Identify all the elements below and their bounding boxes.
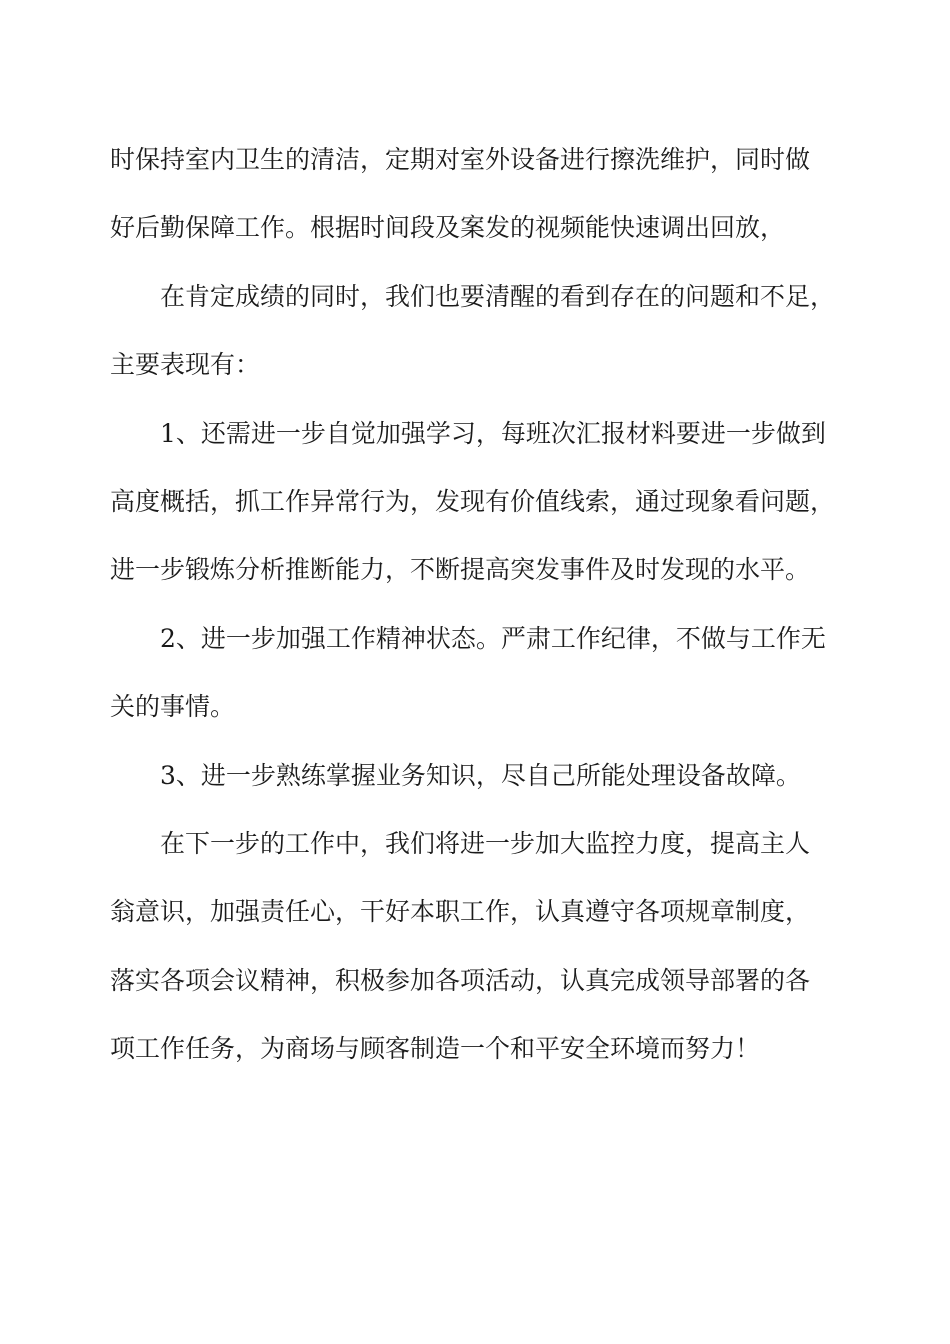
text-line-5: 1、还需进一步自觉加强学习，每班次汇报材料要进一步做到 [160, 418, 826, 448]
document-body [110, 126, 842, 1083]
text-line-11: 在下一步的工作中，我们将进一步加大监控力度，提高主人 [160, 828, 811, 858]
text-line-2: 好后勤保障工作。根据时间段及案发的视频能快速调出回放， [110, 213, 786, 243]
text-line-8: 2、进一步加强工作精神状态。严肃工作纪律，不做与工作无 [160, 623, 826, 653]
text-line-14: 项工作任务，为商场与顾客制造一个和平安全环境而努力！ [110, 1034, 761, 1064]
text-line-13: 落实各项会议精神，积极参加各项活动，认真完成领导部署的各 [110, 965, 811, 995]
text-line-3: 在肯定成绩的同时，我们也要清醒的看到存在的问题和不足， [160, 281, 836, 311]
text-line-1: 时保持室内卫生的清洁，定期对室外设备进行擦洗维护，同时做 [110, 145, 811, 174]
text-line-7: 进一步锻炼分析推断能力，不断提高突发事件及时发现的水平。 [110, 555, 811, 585]
text-line-10: 3、进一步熟练掌握业务知识，尽自己所能处理设备故障。 [160, 760, 801, 790]
text-line-6: 高度概括，抓工作异常行为，发现有价值线索，通过现象看问题， [110, 486, 836, 516]
text-line-9: 关的事情。 [110, 692, 236, 722]
text-line-12: 翁意识，加强责任心，干好本职工作，认真遵守各项规章制度， [110, 897, 811, 927]
text-line-4: 主要表现有： [110, 350, 261, 380]
